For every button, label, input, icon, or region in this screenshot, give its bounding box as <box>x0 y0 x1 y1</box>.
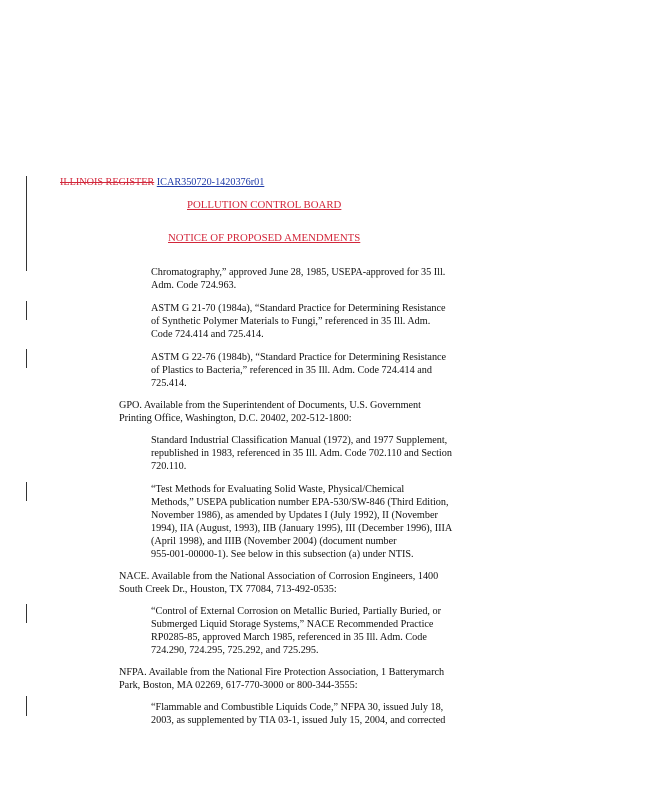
inserted-header-text: ICAR350720-1420376r01 <box>156 177 265 188</box>
text-line: of Plastics to Bacteria,” referenced in 35 Ill. Adm. Code 724.414 and <box>151 365 432 376</box>
text-line: 720.110. <box>151 461 187 472</box>
text-line: Standard Industrial Classification Manual (1972), and 1977 Supplement, <box>151 435 448 446</box>
text-line: ASTM G 21-70 (1984a), “Standard Practice for Determining Resistance <box>151 303 446 314</box>
text-line: Chromatography,” approved June 28, 1985, USEPA-approved for 35 Ill. <box>151 267 446 278</box>
text-line: 725.414. <box>151 378 187 389</box>
text-line: Submerged Liquid Storage Systems,” NACE Recommended Practice <box>151 619 434 630</box>
text-line: 2003, as supplemented by TIA 03-1, issued July 15, 2004, and corrected <box>151 715 446 726</box>
text-line: GPO. Available from the Superintendent of Documents, U.S. Government <box>119 400 421 411</box>
revision-bar <box>26 696 27 716</box>
revision-bar <box>26 176 27 271</box>
text-line: RP0285-85, approved March 1985, referenced in 35 Ill. Adm. Code <box>151 632 427 643</box>
text-line: of Synthetic Polymer Materials to Fungi,” referenced in 35 Ill. Adm. <box>151 316 431 327</box>
revision-bar <box>26 301 27 320</box>
text-line: 1994), IIA (August, 1993), IIB (January 1995), III (December 1996), IIIA <box>151 523 453 534</box>
revision-bar <box>26 604 27 623</box>
text-line: (April 1998), and IIIB (November 2004) (document number <box>151 536 397 547</box>
text-line: “Test Methods for Evaluating Solid Waste, Physical/Chemical <box>151 484 405 495</box>
notice-title: NOTICE OF PROPOSED AMENDMENTS <box>168 232 361 244</box>
revision-bar <box>26 349 27 368</box>
text-line: “Control of External Corrosion on Metallic Buried, Partially Buried, or <box>151 606 442 617</box>
text-line: Adm. Code 724.963. <box>151 280 237 291</box>
text-line: NFPA. Available from the National Fire Protection Association, 1 Batterymarch <box>119 667 445 678</box>
text-line: 724.290, 724.295, 725.292, and 725.295. <box>151 645 319 656</box>
text-line: Code 724.414 and 725.414. <box>151 329 264 340</box>
text-line: Methods,” USEPA publication number EPA-530/SW-846 (Third Edition, <box>151 497 449 508</box>
text-line: 955-001-00000-1). See below in this subsection (a) under NTIS. <box>151 549 414 560</box>
text-line: NACE. Available from the National Association of Corrosion Engineers, 1400 <box>119 571 439 582</box>
text-line: Park, Boston, MA 02269, 617-770-3000 or 800-344-3555: <box>119 680 358 691</box>
revision-bar <box>26 482 27 501</box>
deleted-header-text: ILLINOIS REGISTER <box>60 177 155 188</box>
text-line: November 1986), as amended by Updates I (July 1992), II (November <box>151 510 438 521</box>
text-line: South Creek Dr., Houston, TX 77084, 713-492-0535: <box>119 584 337 595</box>
text-line: Printing Office, Washington, D.C. 20402, 202-512-1800: <box>119 413 352 424</box>
text-line: “Flammable and Combustible Liquids Code,” NFPA 30, issued July 18, <box>151 702 444 713</box>
register-header <box>60 176 264 189</box>
board-title: POLLUTION CONTROL BOARD <box>187 199 342 211</box>
text-line: ASTM G 22-76 (1984b), “Standard Practice for Determining Resistance <box>151 352 447 363</box>
text-line: republished in 1983, referenced in 35 Ill. Adm. Code 702.110 and Section <box>151 448 452 459</box>
